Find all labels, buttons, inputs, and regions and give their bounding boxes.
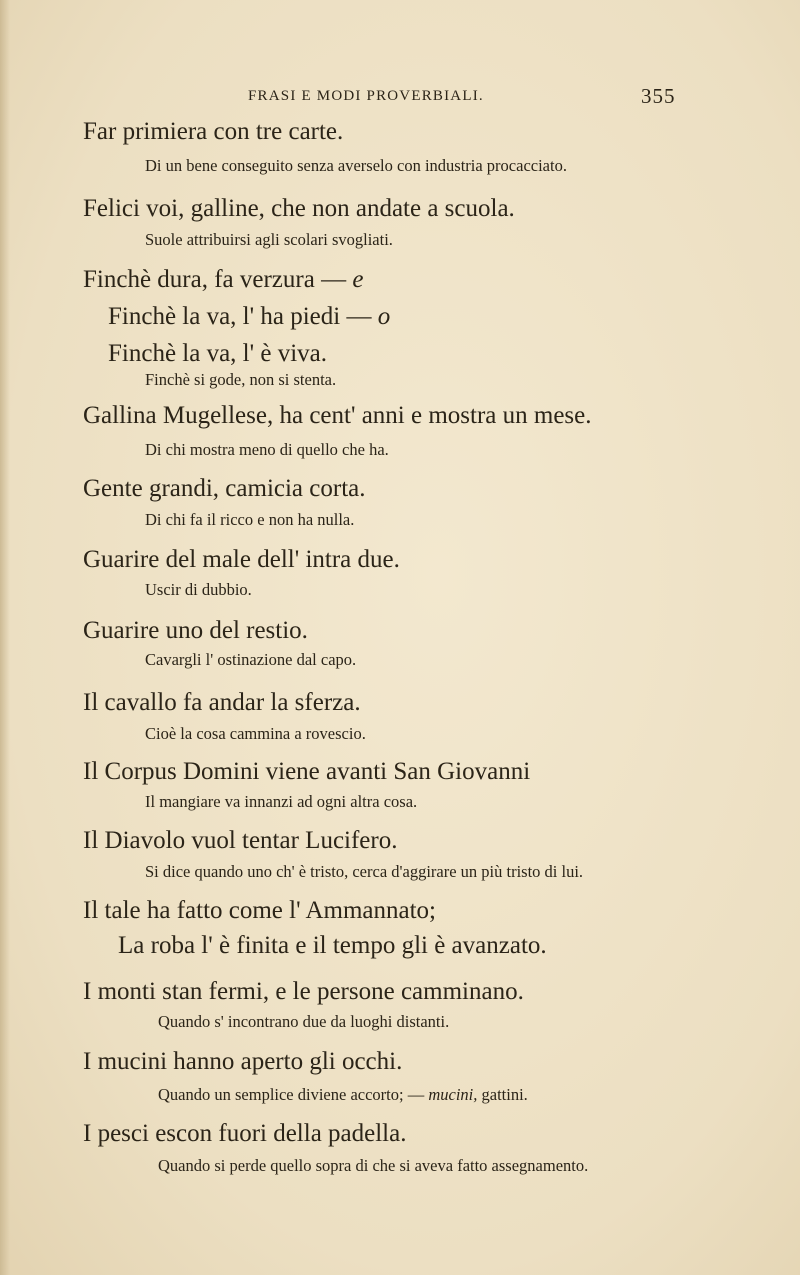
proverb-gloss: Cavargli l' ostinazione dal capo. (145, 650, 357, 669)
conjunction: o (377, 303, 391, 330)
proverb-gloss: Il mangiare va innanzi ad ogni altra cosa. (145, 792, 418, 811)
proverb-headword: Finchè dura, fa verzura — e (83, 266, 364, 293)
proverb-gloss: Finchè si gode, non si stenta. (145, 370, 337, 389)
proverb-gloss: Quando si perde quello sopra di che si aveva fatto assegnamento. (158, 1156, 589, 1175)
proverb-headword: Il tale ha fatto come l' Ammannato; (83, 897, 437, 924)
page-number: 355 (641, 84, 676, 108)
proverb-headword: Felici voi, galline, che non andate a scuola. (83, 195, 515, 222)
proverb-gloss: Si dice quando uno ch' è tristo, cerca d'aggirare un più tristo di lui. (145, 862, 584, 881)
proverb-headword: Il Diavolo vuol tentar Lucifero. (83, 827, 398, 854)
proverb-headword: Il Corpus Domini viene avanti San Giovanni (83, 758, 531, 785)
proverb-headword: La roba l' è finita e il tempo gli è avanzato. (118, 932, 547, 959)
proverb-gloss: Di chi mostra meno di quello che ha. (145, 440, 389, 459)
page-header (0, 84, 800, 112)
proverb-gloss: Di chi fa il ricco e non ha nulla. (145, 510, 355, 529)
page-edge-shadow (0, 0, 10, 1275)
proverb-headword: Guarire uno del restio. (83, 617, 308, 644)
proverb-gloss: Di un bene conseguito senza averselo con industria procacciato. (145, 156, 567, 175)
proverb-gloss: Uscir di dubbio. (145, 580, 252, 599)
proverb-headword: Far primiera con tre carte. (83, 118, 344, 145)
proverb-headword: Finchè la va, l' è viva. (108, 340, 328, 367)
proverb-gloss: Suole attribuirsi agli scolari svogliati. (145, 230, 393, 249)
proverb-gloss: Cioè la cosa cammina a rovescio. (145, 724, 366, 743)
proverb-headword: Gente grandi, camicia corta. (83, 475, 366, 502)
proverb-gloss: Quando s' incontrano due da luoghi distanti. (158, 1012, 450, 1031)
proverb-gloss: Quando un semplice diviene accorto; — mucini, gattini. (158, 1085, 528, 1104)
proverb-headword: Il cavallo fa andar la sferza. (83, 689, 361, 716)
proverb-headword: I pesci escon fuori della padella. (83, 1120, 407, 1147)
proverb-headword: Gallina Mugellese, ha cent' anni e mostra un mese. (83, 402, 592, 429)
running-head: FRASI E MODI PROVERBIALI. (248, 88, 484, 104)
glossed-term: mucini, (428, 1085, 478, 1104)
proverb-headword: Guarire del male dell' intra due. (83, 546, 400, 573)
conjunction: e (352, 266, 364, 293)
proverb-headword: Finchè la va, l' ha piedi — o (108, 303, 391, 330)
proverb-headword: I mucini hanno aperto gli occhi. (83, 1048, 403, 1075)
proverb-headword: I monti stan fermi, e le persone camminano. (83, 978, 524, 1005)
